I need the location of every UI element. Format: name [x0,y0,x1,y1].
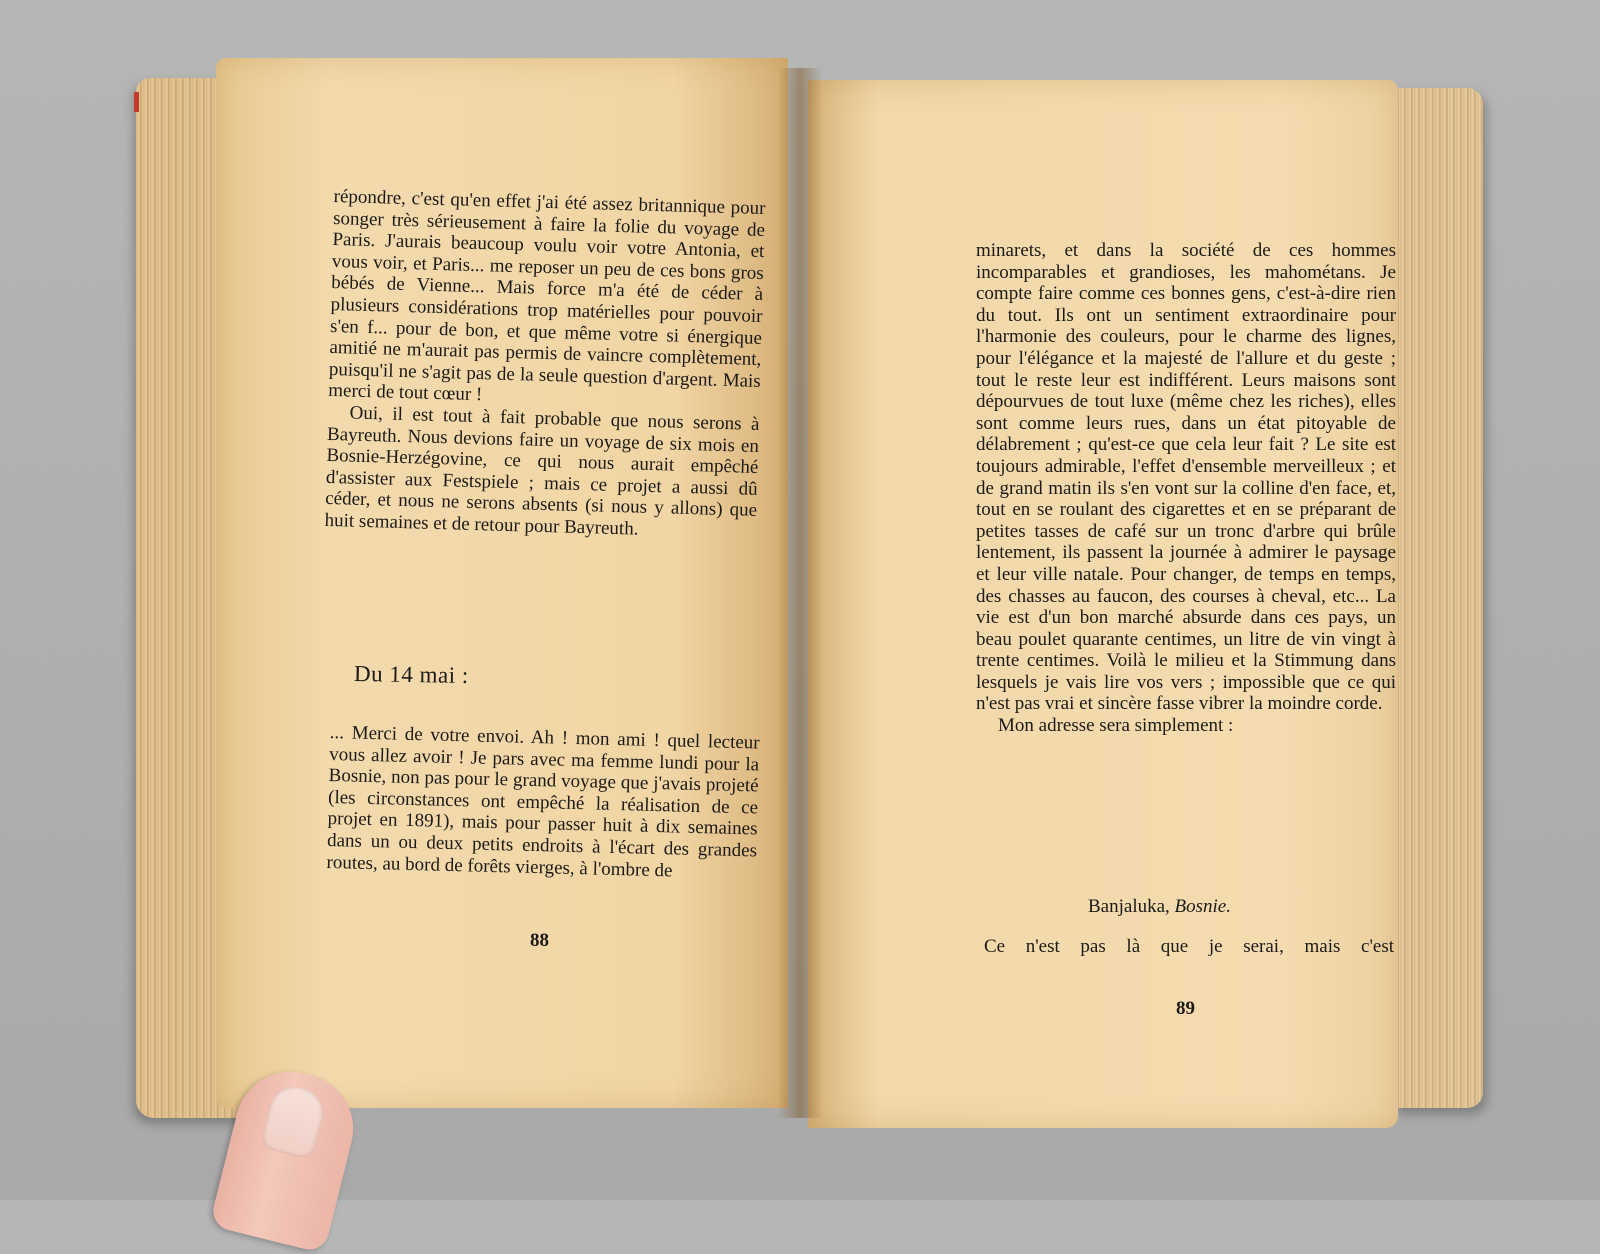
left-paragraph-1: répondre, c'est qu'en effet j'ai été assez britannique pour songer très sérieusement à faire la folie du voyage de Paris. J'aurais beaucoup voulu voir votre Antonia, et vous voir, et Paris... me reposer un peu de ces bons gros bébés de Vienne... Mais force m'a été de céder à plusieurs considérations trop matérielles pour pouvoir s'en f... pour de bon, et que même votre si énergique amitié ne m'aurait pas permis de vaincre complètement, puisqu'il ne s'agit pas de la seule question d'argent. Mais merci de tout cœur ! [327,186,766,406]
right-paragraph-3: Ce n'est pas là que je serai, mais c'est [984,936,1394,957]
left-paragraph-3: ... Merci de votre envoi. Ah ! mon ami ! quel lecteur vous allez avoir ! Je pars avec ma femme lundi pour la Bosnie, non pas pour le grand voyage que j'avais projeté (les circonstances ont empêché la réalisation de ce projet en 1891), mais pour passer huit à dix semaines dans un ou deux petits endroits à l'écart des grandes routes, au bord de forêts vierges, à l'ombre de [326,722,760,881]
left-paragraph-2: Oui, il est tout à fait probable que nous serons à Bayreuth. Nous devions faire un voyage de six mois en Bosnie-Herzégovine, ce qui nous aurait empêché d'assister aux Festspiele ; mais ce projet a aussi dû céder, et nous ne serons absents (si nous y allons) que huit semaines et de retour pour Bayreuth. [324,402,760,540]
address-line [1088,896,1231,918]
right-page-body [976,240,1396,737]
page-number-left: 88 [530,930,549,951]
right-page [808,80,1398,1128]
letter-date-heading: Du 14 mai : [353,661,469,688]
address-region: Bosnie. [1174,896,1231,917]
left-page-body [324,186,765,543]
address-city: Banjaluka, [1088,896,1170,917]
left-page [216,58,788,1108]
right-paragraph-1: minarets, et dans la société de ces hommes incomparables et grandioses, les mahométans. Je compte faire comme ces bonnes gens, c'est-à-dire rien du tout. Ils ont un sentiment extraordinaire pour l'harmonie des couleurs, pour le charme des lignes, pour l'élégance et la majesté de l'allure et du geste ; tout le reste leur est indifférent. Leurs maisons sont dépourvues de tout luxe (même chez les riches), elles sont comme leurs rues, dans un état pitoyable de délabrement ; qu'est-ce que cela leur fait ? Le site est toujours admirable, l'effet d'ensemble merveilleux ; et de grand matin ils s'en vont sur la colline d'en face, et, tout en se roulant des cigarettes et en se préparant de petites tasses de café sur un tronc d'arbre qui brûle lentement, ils passent la journée à admirer le paysage et leur ville natale. Pour changer, de temps en temps, des chasses au faucon, des courses à cheval, etc... La vie est d'un bon marché absurde dans ces pays, un beau poulet quarante centimes, un litre de vin vingt à trente centimes. Voilà le milieu et la Stimmung dans lesquels je vais lire vos vers ; impossible que ce qui n'est pas vrai et sincère fasse vibrer la moindre corde. [976,240,1396,715]
red-spine-mark [134,92,139,112]
open-book [128,48,1488,1148]
page-number-right: 89 [1176,998,1195,1019]
thumbnail [260,1081,329,1160]
right-paragraph-2: Mon adresse sera simplement : [998,715,1234,737]
right-page-edges [1393,88,1483,1108]
book-gutter [778,68,822,1118]
